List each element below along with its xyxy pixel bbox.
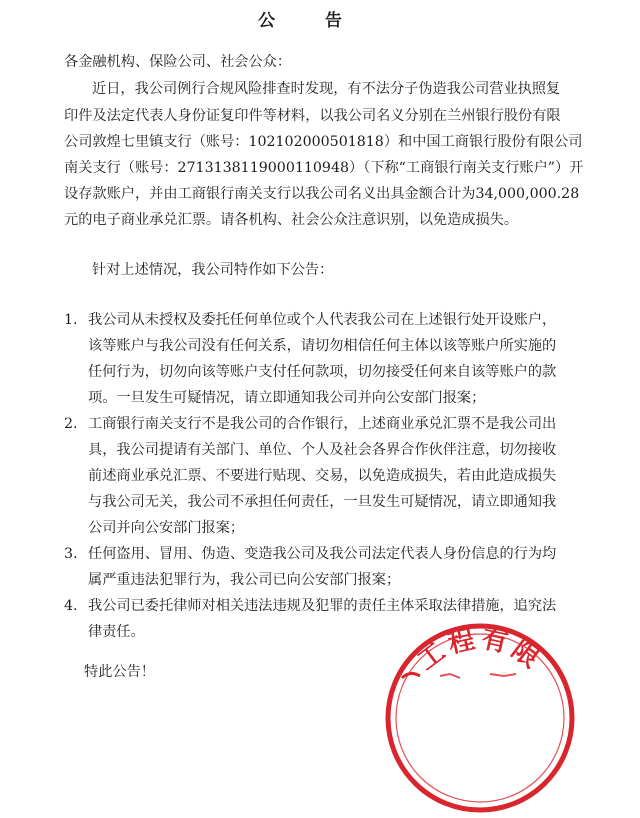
- salutation: 各金融机构、保险公司、社会公众：: [64, 54, 292, 70]
- item-line: 任何盗用、冒用、伪造、变造我公司及我公司法定代表人身份信息的行为均: [88, 546, 557, 562]
- intro-line: 近日，我公司例行合规风险排查时发现，有不法分子伪造我公司营业执照复: [92, 81, 561, 97]
- item-number: 2.: [64, 416, 78, 432]
- closing-text: 特此公告！: [84, 664, 155, 680]
- item-line: 项。一旦发生可疑情况，请立即通知我公司并向公安部门报案；: [88, 390, 486, 406]
- item-line: 具，我公司提请有关部门、单位、个人及社会各界合作伙伴注意，切勿接收: [88, 442, 557, 458]
- seal-mark: [402, 673, 420, 678]
- item-line: 我公司从未授权及委托任何单位或个人代表我公司在上述银行处开设账户，: [88, 312, 557, 328]
- intro-line: 印件及法定代表人身份证复印件等材料，以我公司名义分别在兰州银行股份有限: [64, 108, 561, 124]
- item-number: 1.: [64, 312, 78, 328]
- company-seal: [380, 618, 580, 818]
- intro-line: 设存款账户，并由工商银行南关支行以我公司名义出具金额合计为34,000,000.28: [64, 186, 580, 202]
- item-line: 该等账户与我公司没有任何关系，请切勿相信任何主体以该等账户所实施的: [88, 338, 557, 354]
- item-line: 任何行为，切勿向该等账户支付任何款项，切勿接受任何来自该等账户的款: [88, 364, 557, 380]
- item-line: 属严重违法犯罪行为，我公司已向公安部门报案；: [88, 572, 401, 588]
- intro-line: 南关支行（账号：2713138119000110948）（下称“工商银行南关支行账户”）开: [64, 160, 584, 176]
- item-line: 我公司已委托律师对相关违法违规及犯罪的责任主体采取法律措施，追究法: [88, 598, 557, 614]
- announce-line: 针对上述情况，我公司特作如下公告：: [92, 262, 334, 278]
- intro-line: 元的电子商业承兑汇票。请各机构、社会公众注意识别，以免造成损失。: [64, 212, 519, 228]
- item-line: 工商银行南关支行不是我公司的合作银行，上述商业承兑汇票不是我公司出: [88, 416, 557, 432]
- item-number: 3.: [64, 546, 78, 562]
- seal-mark: [490, 674, 516, 676]
- intro-line: 公司敦煌七里镇支行（账号：102102000501818）和中国工商银行股份有限公司: [64, 134, 583, 150]
- item-line: 公司并向公安部门报案；: [88, 520, 245, 536]
- seal-text: 工程有限: [412, 623, 548, 677]
- notice-title: 公 告: [258, 11, 364, 31]
- item-number: 4.: [64, 598, 78, 614]
- item-line: 前述商业承兑汇票、不要进行贴现、交易，以免造成损失，若由此造成损失: [88, 468, 557, 484]
- item-line: 与我公司无关，我公司不承担任何责任，一旦发生可疑情况，请立即通知我: [88, 494, 557, 510]
- seal-mark: [440, 674, 460, 678]
- item-line: 律责任。: [88, 624, 145, 640]
